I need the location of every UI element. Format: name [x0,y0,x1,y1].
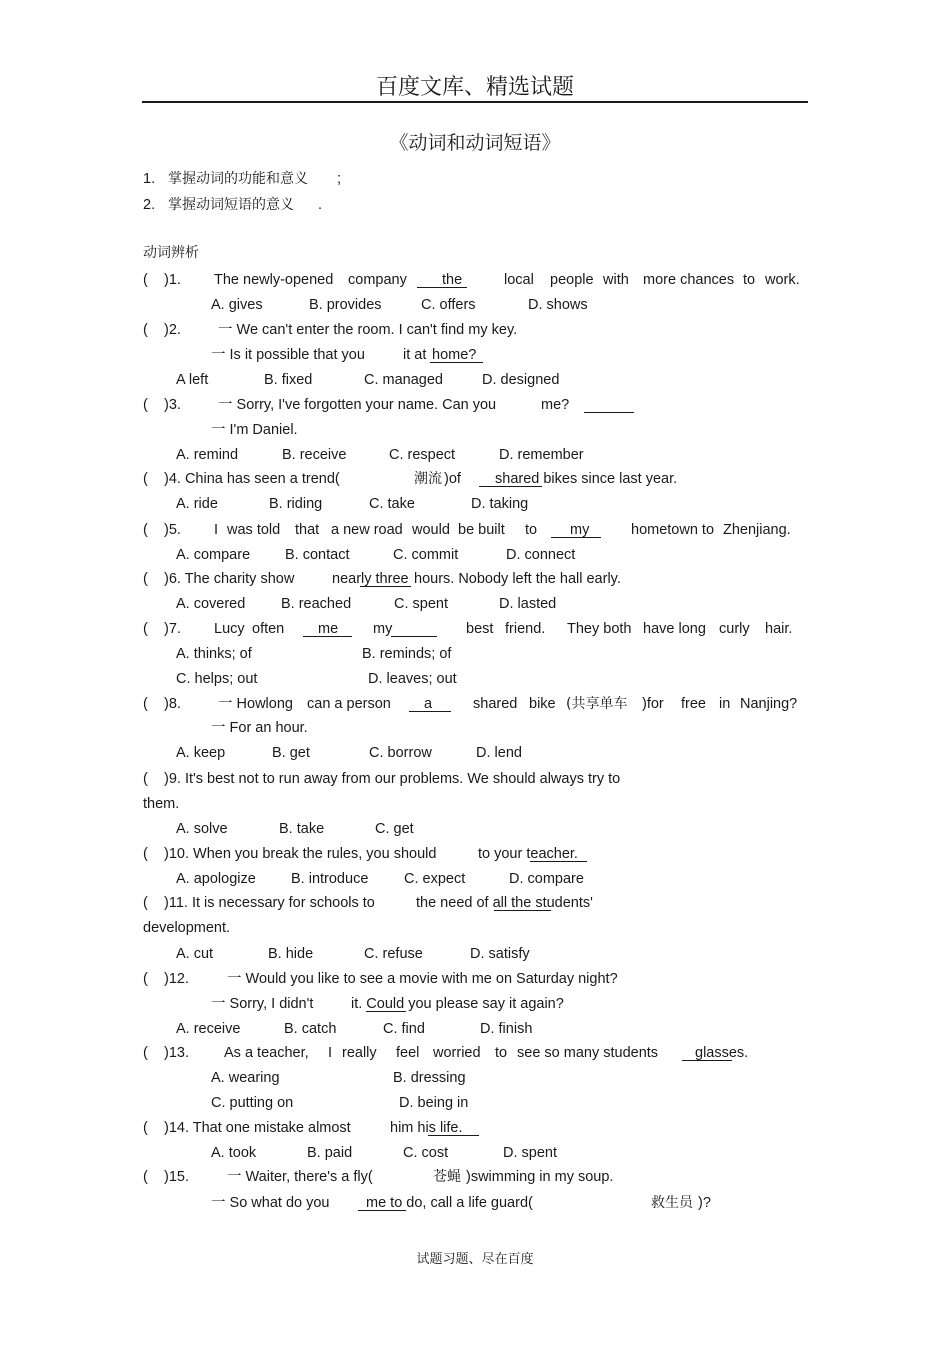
q8-text: Nanjing? [740,696,798,712]
q2-option-c: C. managed [364,372,443,388]
q2-line-2: home? [432,347,477,363]
q15-line-1: )swimming in my soup. [466,1169,614,1185]
answer-blank [360,586,411,587]
q14-option-a: A. took [211,1145,257,1161]
q6-option-c: C. spent [394,596,448,612]
q8-text: )for [642,696,664,712]
q3-number: )3. [164,397,181,413]
q6-open-paren: ( [143,571,148,587]
q5-option-a: A. compare [176,547,251,563]
q13-option-d: D. being in [399,1095,469,1111]
goal-1-text: 掌握动词的功能和意义 [168,171,308,187]
q1-text: local [504,272,534,288]
q5-text: was told [227,522,281,538]
q6-text: )6. The charity show [164,571,295,587]
q4-text: )of [444,471,461,487]
q5-text: would [412,522,450,538]
q7-text: my [373,621,393,637]
q10-option-a: A. apologize [176,871,256,887]
q8-option-c: C. borrow [369,745,432,761]
answer-blank [303,636,352,637]
q5-number: )5. [164,522,181,538]
q5-text: I [214,522,219,538]
q7-text: friend. [505,621,546,637]
q7-text: hair. [765,621,793,637]
q11-option-c: C. refuse [364,946,423,962]
q3-option-d: D. remember [499,447,584,463]
q15-chinese-gloss: 苍蝇 [433,1169,461,1185]
q9-option-a: A. solve [176,821,228,837]
q6-text: nearly three [332,571,409,587]
q3-option-c: C. respect [389,447,456,463]
q11-option-a: A. cut [176,946,214,962]
q5-text: hometown to [631,522,715,538]
q13-number: )13. [164,1045,189,1061]
q8-option-a: A. keep [176,745,226,761]
q15-line-2: 一 So what do you [211,1195,330,1211]
q2-open-paren: ( [143,322,148,338]
q7-open-paren: ( [143,621,148,637]
q12-option-c: C. find [383,1021,425,1037]
q7-option-b: B. reminds; of [362,646,452,662]
answer-blank [409,711,451,712]
q13-option-b: B. dressing [393,1070,466,1086]
q7-text: Lucy [214,621,245,637]
q12-line-1: 一 Would you like to see a movie with me on Saturday night? [227,971,618,987]
q13-option-a: A. wearing [211,1070,280,1086]
q5-option-d: D. connect [506,547,576,563]
q12-option-d: D. finish [480,1021,533,1037]
q13-text: As a teacher, [224,1045,309,1061]
q9-option-b: B. take [279,821,325,837]
q3-line-1: me? [541,397,570,413]
footer-text: 试题习题、尽在百度 [416,1252,534,1267]
q10-text: to your teacher. [478,846,578,862]
q4-text: )4. China has seen a trend( [164,471,340,487]
q7-text: best [466,621,494,637]
document-title: 《动词和动词短语》 [389,132,561,154]
q15-line-2: )? [698,1195,711,1211]
q5-option-c: C. commit [393,547,459,563]
answer-blank [391,636,437,637]
answer-blank [479,486,542,487]
q15-chinese-gloss: 救生员 [651,1195,693,1211]
q5-text: Zhenjiang. [723,522,791,538]
q8-text: shared [473,696,518,712]
q9-option-c: C. get [375,821,414,837]
q9-text: )9. It's best not to run away from our problems. We should always try to [164,771,621,787]
q6-option-a: A. covered [176,596,246,612]
q13-option-c: C. putting on [211,1095,294,1111]
q1-option-c: C. offers [421,297,476,313]
q5-text: to [525,522,538,538]
q12-line-2: it. Could you please say it again? [351,996,564,1012]
answer-blank [428,1135,479,1136]
q8-text: in [719,696,731,712]
q4-option-d: D. taking [471,496,529,512]
q6-option-b: B. reached [281,596,352,612]
q5-text: be built [458,522,505,538]
q2-line-1: 一 We can't enter the room. I can't find my key. [218,322,518,338]
q8-option-b: B. get [272,745,310,761]
q8-text: bike [529,696,556,712]
q3-option-b: B. receive [282,447,347,463]
q2-option-b: B. fixed [264,372,313,388]
q1-text: work. [765,272,800,288]
q10-option-d: D. compare [509,871,584,887]
q6-option-d: D. lasted [499,596,557,612]
q11-line-2: development. [143,920,231,936]
q3-option-a: A. remind [176,447,239,463]
q1-option-b: B. provides [309,297,382,313]
q2-line-2: 一 Is it possible that you [211,347,365,363]
q12-option-b: B. catch [284,1021,337,1037]
q13-text: worried [433,1045,481,1061]
q7-text: have long [643,621,706,637]
q11-text: the need of all the students' [416,895,593,911]
q5-open-paren: ( [143,522,148,538]
q14-open-paren: ( [143,1120,148,1136]
q2-number: )2. [164,322,181,338]
q13-text: feel [396,1045,420,1061]
q3-open-paren: ( [143,397,148,413]
q5-text: that [295,522,320,538]
header-divider [142,101,808,103]
q8-open-paren: ( [143,696,148,712]
q7-option-a: A. thinks; of [176,646,252,662]
goal-2-number: 2. [143,197,156,213]
q13-text: glasses. [695,1045,749,1061]
q8-chinese-gloss: (共享单车 [566,696,628,712]
q5-text: a new road [331,522,403,538]
goal-1-punct: ; [337,171,342,187]
answer-blank [551,537,601,538]
q12-open-paren: ( [143,971,148,987]
q7-text: often [252,621,285,637]
answer-blank [430,362,483,363]
q10-option-c: C. expect [404,871,466,887]
q1-text: The newly-opened [214,272,334,288]
answer-blank [417,287,467,288]
q9-open-paren: ( [143,771,148,787]
q4-open-paren: ( [143,471,148,487]
q11-text: )11. It is necessary for schools to [164,895,375,911]
q15-open-paren: ( [143,1169,148,1185]
header-title: 百度文库、精选试题 [375,75,574,100]
q11-option-b: B. hide [268,946,314,962]
q13-text: really [342,1045,377,1061]
goal-2-punct: . [318,197,323,213]
q7-number: )7. [164,621,181,637]
q8-text: 一 Howlong [218,696,293,712]
answer-blank [682,1060,732,1061]
answer-blank [530,861,587,862]
q13-text: I [328,1045,333,1061]
q8-text: free [681,696,706,712]
q10-open-paren: ( [143,846,148,862]
q15-line-1: 一 Waiter, there's a fly( [227,1169,373,1185]
q7-option-d: D. leaves; out [368,671,457,687]
q3-line-1: 一 Sorry, I've forgotten your name. Can you [218,397,497,413]
q1-text: to [743,272,756,288]
answer-blank [584,412,634,413]
q14-text: )14. That one mistake almost [164,1120,351,1136]
q1-text: with [603,272,629,288]
q1-number: )1. [164,272,181,288]
q1-open-paren: ( [143,272,148,288]
answer-blank [358,1210,406,1211]
q3-line-2: 一 I'm Daniel. [211,422,298,438]
q2-option-a: A left [176,372,209,388]
q8-text: can a person [307,696,391,712]
q11-option-d: D. satisfy [470,946,530,962]
q15-number: )15. [164,1169,189,1185]
q8-number: )8. [164,696,181,712]
q8-option-d: D. lend [476,745,522,761]
q5-text: my [570,522,590,538]
q2-line-2: it at [403,347,427,363]
q4-option-c: C. take [369,496,415,512]
goal-2-text: 掌握动词短语的意义 [168,197,294,213]
q4-option-b: B. riding [269,496,323,512]
goal-1-number: 1. [143,171,156,187]
q11-open-paren: ( [143,895,148,911]
q5-option-b: B. contact [285,547,350,563]
q9-line-2: them. [143,796,180,812]
q4-chinese-gloss: 潮流 [414,471,442,487]
q12-line-2: 一 Sorry, I didn't [211,996,314,1012]
answer-blank [494,910,551,911]
q15-line-2: me to do, call a life guard( [366,1195,533,1211]
q1-text: company [348,272,407,288]
q2-option-d: D. designed [482,372,560,388]
q1-option-d: D. shows [528,297,588,313]
q14-option-c: C. cost [403,1145,449,1161]
q14-option-d: D. spent [503,1145,557,1161]
q12-option-a: A. receive [176,1021,241,1037]
q13-open-paren: ( [143,1045,148,1061]
q1-text: people [550,272,594,288]
q7-option-c: C. helps; out [176,671,258,687]
q1-text: more chances [643,272,735,288]
q8-line-2: 一 For an hour. [211,720,308,736]
q4-option-a: A. ride [176,496,218,512]
q1-text: the [442,272,463,288]
q7-text: They both [567,621,632,637]
q7-text: curly [719,621,750,637]
q14-text: him his life. [390,1120,463,1136]
section-title: 动词辨析 [143,245,199,261]
q12-number: )12. [164,971,189,987]
answer-blank [366,1011,406,1012]
q13-text: see so many students [517,1045,659,1061]
q7-text: me [318,621,339,637]
q1-option-a: A. gives [211,297,263,313]
q6-text: hours. Nobody left the hall early. [414,571,621,587]
q10-text: )10. When you break the rules, you should [164,846,437,862]
q14-option-b: B. paid [307,1145,353,1161]
q13-text: to [495,1045,508,1061]
q4-text: shared bikes since last year. [495,471,678,487]
q10-option-b: B. introduce [291,871,369,887]
q8-text: a [424,696,433,712]
